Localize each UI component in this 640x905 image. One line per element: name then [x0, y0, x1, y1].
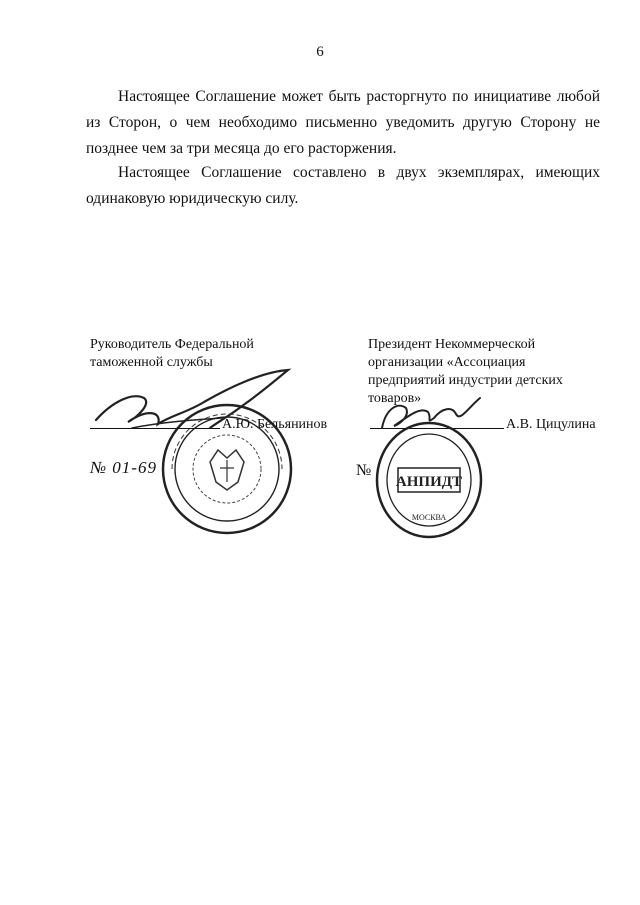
left-signatory-name: А.Ю. Бельянинов — [222, 417, 328, 432]
right-signatory-name: А.В. Цицулина — [506, 417, 596, 432]
right-signatory-title: Президент Некоммерческой организации «Ассоциация предприятий индустрии детских товаров» — [368, 337, 563, 406]
right-stamp-city: МОСКВА — [411, 513, 447, 522]
right-official-stamp — [374, 420, 484, 540]
left-registration-number: № 01-69 — [90, 458, 157, 477]
paragraph-copies: Настоящее Соглашение составлено в двух экземплярах, имеющих одинаковую юридическую силу. — [86, 164, 600, 207]
page-number: 6 — [316, 44, 324, 60]
left-official-stamp — [160, 402, 294, 536]
right-registration-number: № — [356, 462, 372, 479]
right-stamp-abbreviation: АНПИДТ — [395, 474, 463, 490]
paragraph-termination: Настоящее Соглашение может быть расторгнуто по инициативе любой из Сторон, о чем необходимо письменно уведомить другую Сторону не позднее чем за три месяца до его расторжения. — [86, 88, 600, 157]
left-signatory-title: Руководитель Федеральной таможенной службы — [90, 337, 254, 370]
